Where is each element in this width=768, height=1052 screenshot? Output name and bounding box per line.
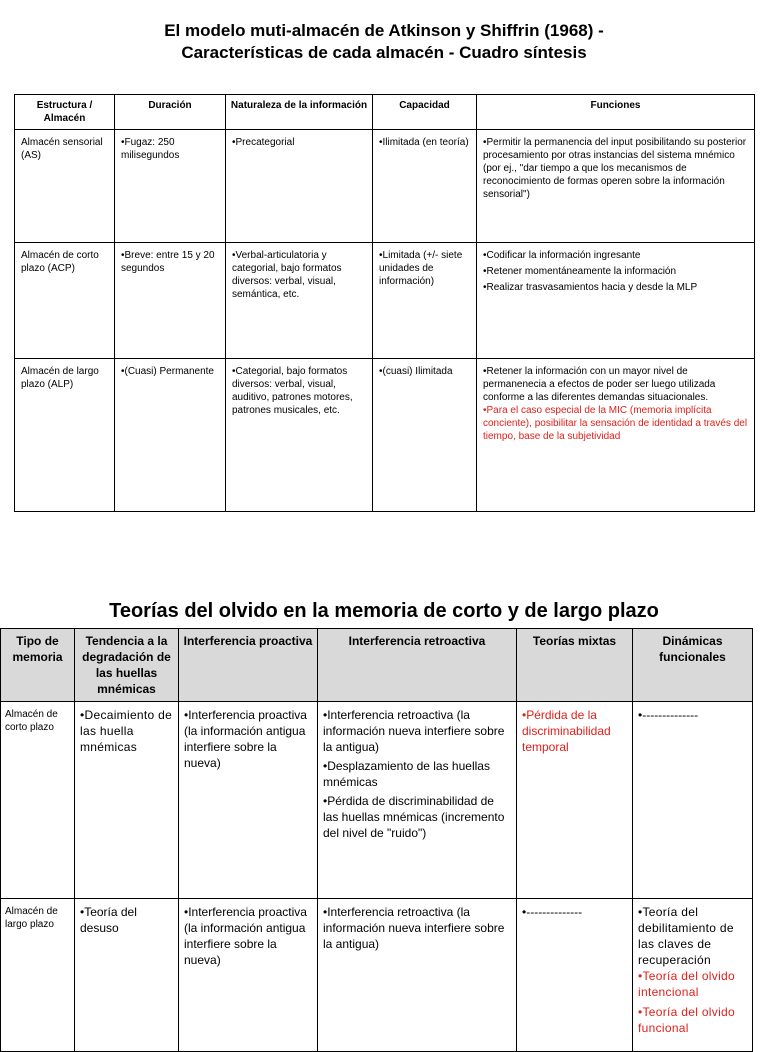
table1-title-line1: El modelo muti-almacén de Atkinson y Shiffrin (1968) - <box>164 21 604 40</box>
cell-funciones <box>477 359 755 512</box>
cell-retroactiva <box>318 899 517 1052</box>
cell-funciones <box>477 243 755 359</box>
funcion-item: •Retener momentáneamente la información <box>483 266 677 277</box>
dinamicas-item: •Teoría del debilitamiento de las claves de recuperación <box>638 905 734 967</box>
cell-capacidad: •Limitada (+/- siete unidades de información) <box>373 243 477 359</box>
header-estructura: Estructura / Almacén <box>15 95 115 130</box>
table2-header-row <box>1 629 753 702</box>
table-row <box>15 359 755 512</box>
funcion-item: •Codificar la información ingresante <box>483 250 641 261</box>
retroactiva-item: •Interferencia retroactiva (la información nueva interfiere sobre la antigua) <box>323 905 505 951</box>
cell-naturaleza: •Verbal-articulatoria y categorial, bajo formatos diversos: verbal, visual, semántica, etc. <box>226 243 373 359</box>
tendencia-item: •Decaimiento de las huella mnémicas <box>80 708 173 754</box>
cell-estructura: Almacén de corto plazo (ACP) <box>15 243 115 359</box>
retroactiva-item: •Pérdida de discriminabilidad de las huellas mnémicas (incremento del nivel de "ruido") <box>323 794 505 840</box>
header-funciones: Funciones <box>477 95 755 130</box>
table2-title: Teorías del olvido en la memoria de corto y de largo plazo <box>109 600 659 622</box>
cell-naturaleza: •Precategorial <box>226 130 373 243</box>
table1-title <box>0 20 768 64</box>
dinamicas-item-highlight: •Teoría del olvido intencional <box>638 969 735 999</box>
cell-duracion: •Breve: entre 15 y 20 segundos <box>115 243 226 359</box>
dinamicas-item-highlight: •Teoría del olvido funcional <box>638 1005 735 1035</box>
proactiva-item: •Interferencia proactiva (la información antigua interfiere sobre la nueva) <box>184 905 307 967</box>
cell-estructura: Almacén sensorial (AS) <box>15 130 115 243</box>
header-tendencia: Tendencia a la degradación de las huellas mnémicas <box>75 629 179 702</box>
mixtas-item: •-------------- <box>522 905 583 919</box>
funcion-item: •Retener la información con un mayor nivel de permanenecia a efectos de poder ser luego utilizada conforme a las diferentes demandas situacionales. <box>483 366 716 403</box>
cell-duracion: •Fugaz: 250 milisegundos <box>115 130 226 243</box>
header-mixtas: Teorías mixtas <box>517 629 633 702</box>
cell-duracion: •(Cuasi) Permanente <box>115 359 226 512</box>
cell-estructura: Almacén de largo plazo (ALP) <box>15 359 115 512</box>
funcion-item: •Permitir la permanencia del input posibilitando su posterior procesamiento por otras instancias del sistema mnémico (por ej., "dar tiempo a que los mecanismos de reconocimiento de formas operen sobre la información sensorial") <box>483 137 747 200</box>
table-row <box>15 130 755 243</box>
cell-capacidad: •(cuasi) Ilimitada <box>373 359 477 512</box>
table-row <box>1 702 753 899</box>
cell-tendencia <box>75 899 179 1052</box>
header-duracion: Duración <box>115 95 226 130</box>
cell-capacidad: •Ilimitada (en teoría) <box>373 130 477 243</box>
cell-retroactiva <box>318 702 517 899</box>
cell-proactiva <box>179 899 318 1052</box>
tendencia-item: •Teoría del desuso <box>80 905 137 935</box>
header-capacidad: Capacidad <box>373 95 477 130</box>
cell-mixtas <box>517 899 633 1052</box>
header-dinamicas: Dinámicas funcionales <box>633 629 753 702</box>
header-naturaleza: Naturaleza de la información <box>226 95 373 130</box>
table-row <box>1 899 753 1052</box>
header-proactiva: Interferencia proactiva <box>179 629 318 702</box>
retroactiva-item: •Interferencia retroactiva (la información nueva interfiere sobre la antigua) <box>323 708 505 754</box>
cell-proactiva <box>179 702 318 899</box>
cell-dinamicas <box>633 899 753 1052</box>
mixtas-item: •Pérdida de la discriminabilidad temporal <box>522 708 611 754</box>
atkinson-shiffrin-table <box>14 94 755 512</box>
header-tipo-memoria: Tipo de memoria <box>1 629 75 702</box>
cell-mixtas <box>517 702 633 899</box>
teorias-olvido-table <box>0 628 753 1052</box>
cell-naturaleza: •Categorial, bajo formatos diversos: verbal, visual, auditivo, patrones motores, patrones musicales, etc. <box>226 359 373 512</box>
cell-dinamicas <box>633 702 753 899</box>
header-retroactiva: Interferencia retroactiva <box>318 629 517 702</box>
cell-funciones <box>477 130 755 243</box>
cell-tipo: Almacén de corto plazo <box>1 702 75 899</box>
cell-tendencia <box>75 702 179 899</box>
table1-title-line2: Características de cada almacén - Cuadro síntesis <box>181 43 587 62</box>
retroactiva-item: •Desplazamiento de las huellas mnémicas <box>323 759 490 789</box>
funcion-item: •Realizar trasvasamientos hacia y desde la MLP <box>483 282 698 293</box>
dinamicas-item: •-------------- <box>638 708 699 722</box>
funcion-item-highlight: •Para el caso especial de la MIC (memoria implícita conciente), posibilitar la sensación de identidad a través del tiempo, base de la subjetividad <box>483 405 748 442</box>
table1-header-row <box>15 95 755 130</box>
table-row <box>15 243 755 359</box>
proactiva-item: •Interferencia proactiva (la información antigua interfiere sobre la nueva) <box>184 708 307 770</box>
cell-tipo: Almacén de largo plazo <box>1 899 75 1052</box>
